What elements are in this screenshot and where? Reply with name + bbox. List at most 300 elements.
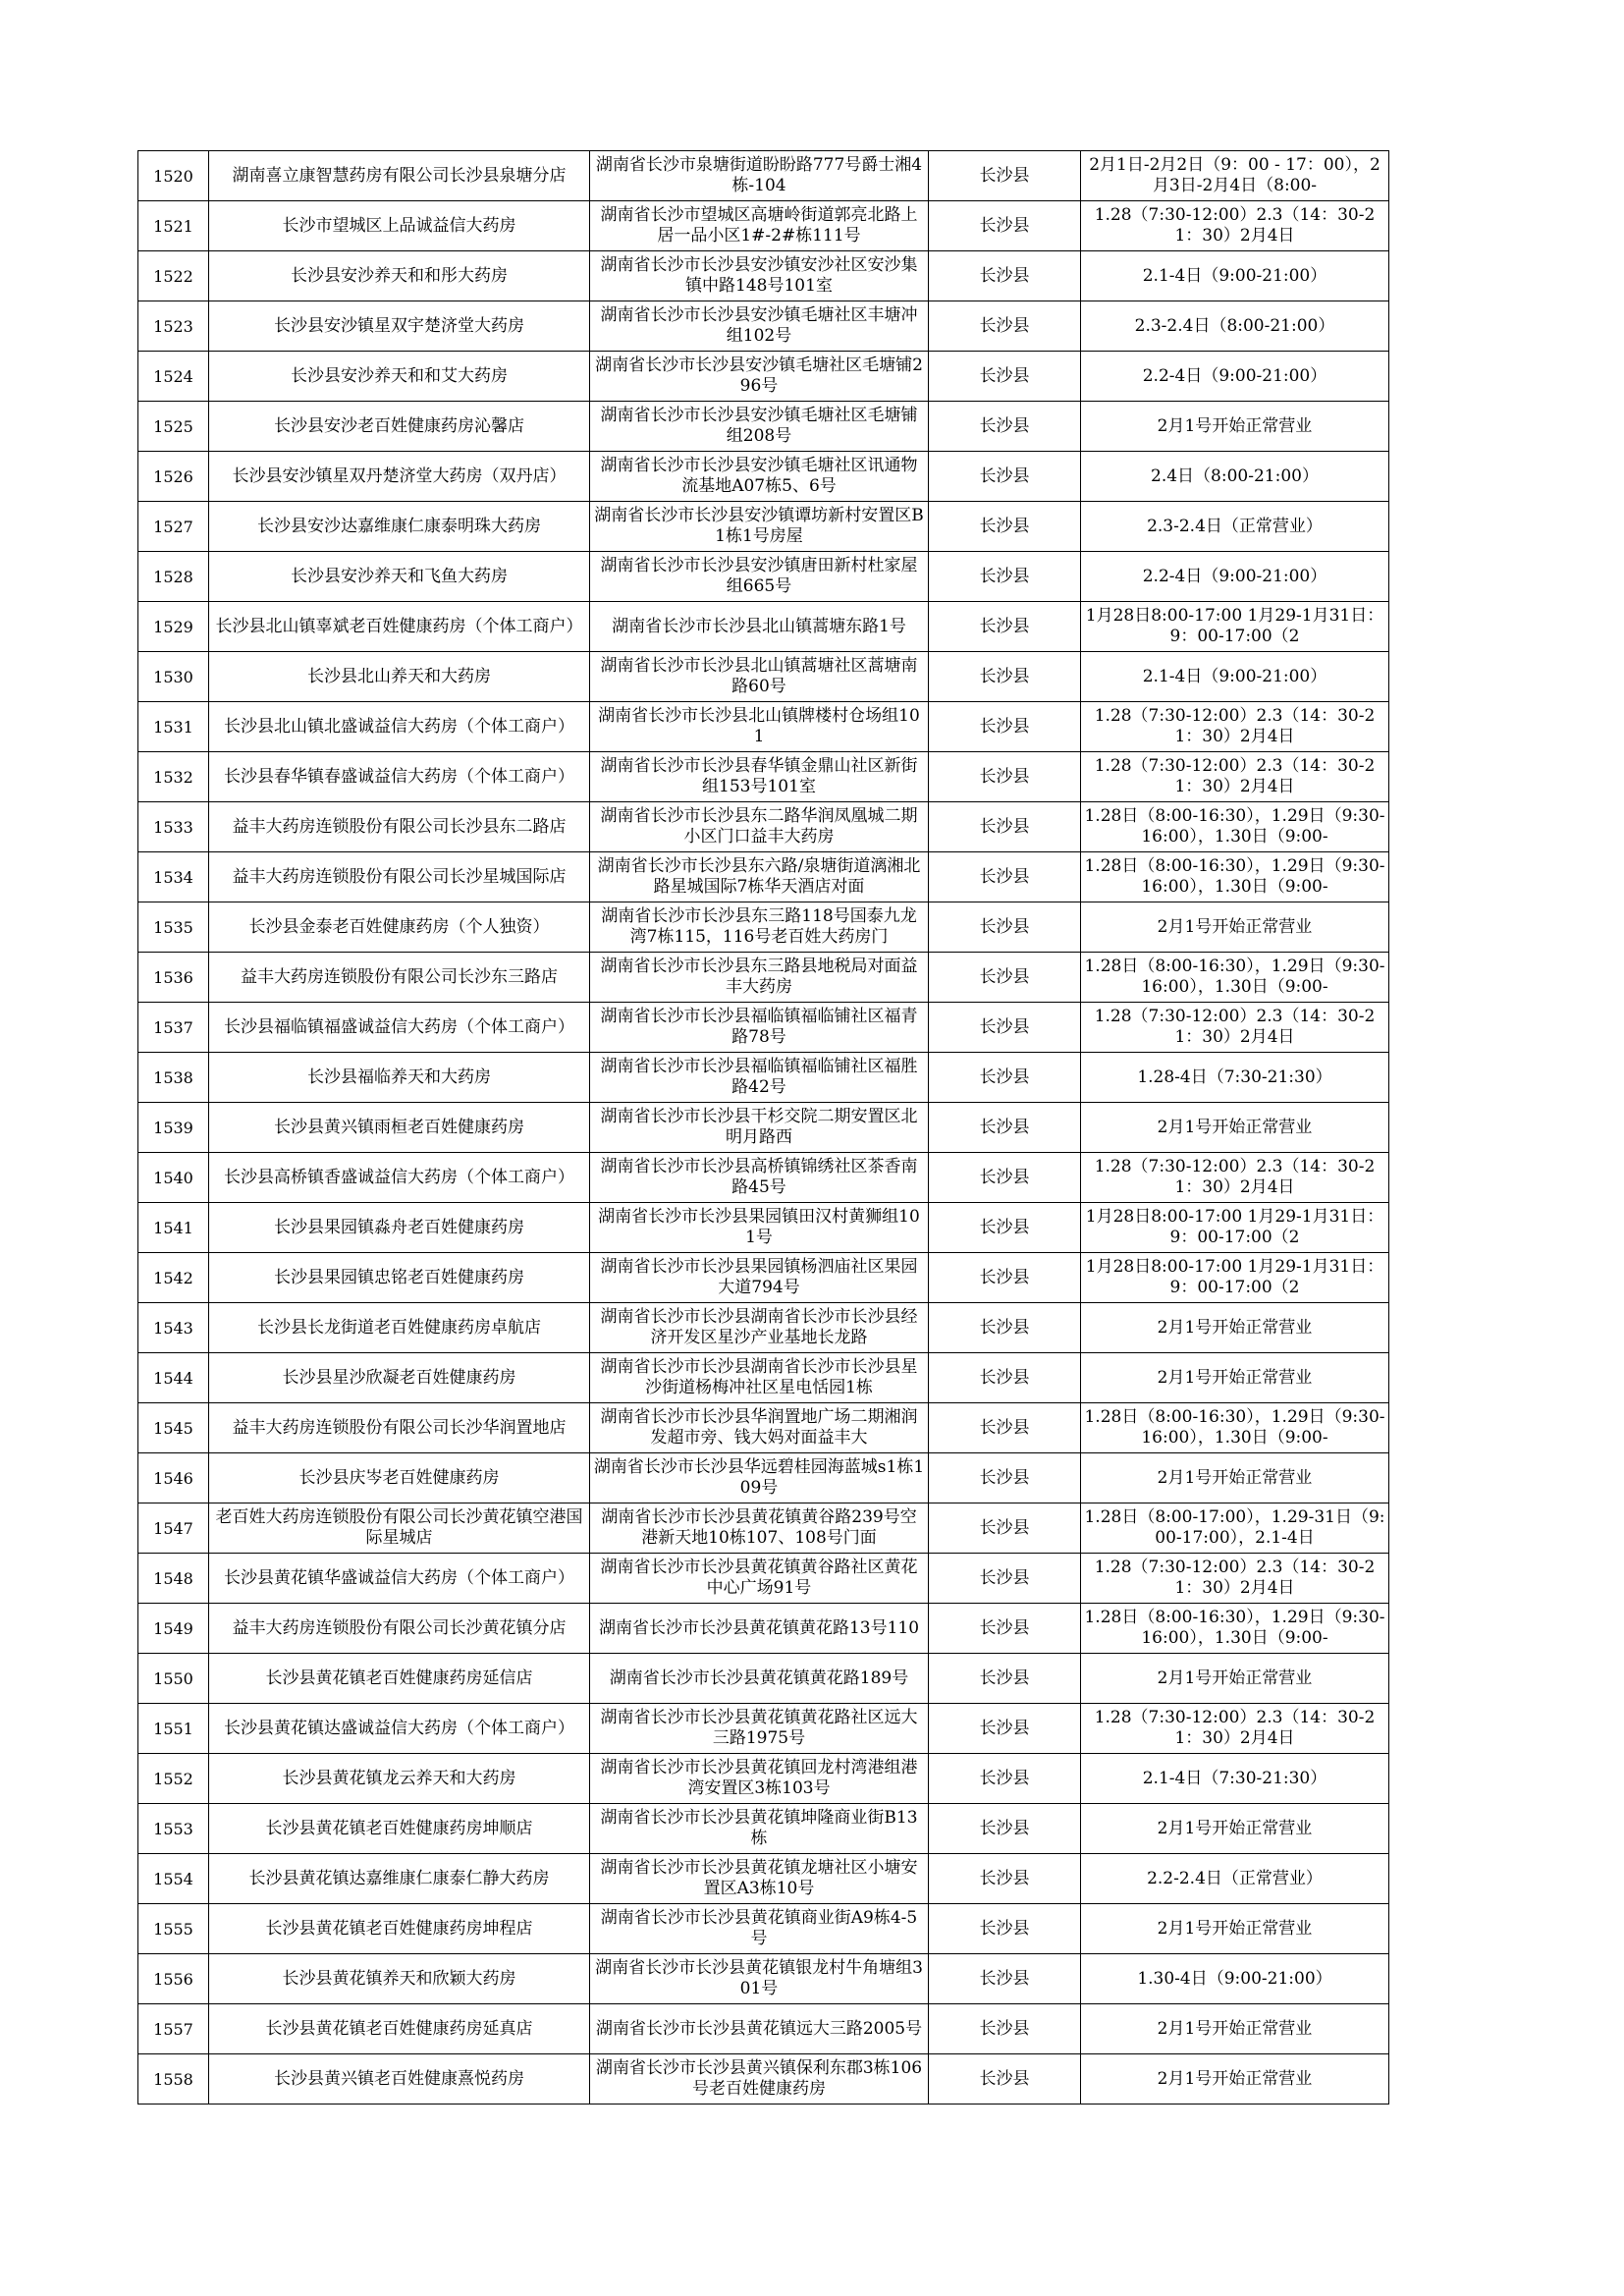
business-hours-cell: [1081, 1954, 1389, 2004]
row-number-cell-text: 1549: [153, 1618, 193, 1638]
row-number-cell-text: 1556: [153, 1969, 193, 1989]
pharmacy-name-cell-text: 长沙县黄花镇老百姓健康药房坤顺店: [265, 1818, 533, 1838]
pharmacy-name-cell-text: 益丰大药房连锁股份有限公司长沙东三路店: [241, 966, 558, 987]
pharmacy-name-cell: [209, 201, 590, 251]
business-hours-cell-text: 1月28日8:00-17:00 1月29-1月31日：9：00-17:00（2: [1085, 606, 1384, 646]
address-cell: [590, 502, 929, 552]
address-cell-text: 湖南省长沙市长沙县东三路县地税局对面益丰大药房: [600, 957, 918, 997]
row-number-cell: [138, 1503, 209, 1554]
pharmacy-name-cell-text: 长沙县安沙镇星双丹楚济堂大药房（双丹店）: [232, 465, 567, 486]
pharmacy-name-cell-text: 长沙县福临镇福盛诚益信大药房（个体工商户）: [224, 1016, 574, 1037]
table-row: [138, 1003, 1389, 1053]
county-cell: [929, 702, 1081, 752]
county-cell-text: 长沙县: [979, 716, 1030, 737]
row-number-cell-text: 1544: [153, 1368, 193, 1388]
business-hours-cell: [1081, 1804, 1389, 1854]
pharmacy-name-cell-text: 长沙县黄花镇养天和欣颖大药房: [282, 1968, 516, 1989]
pharmacy-name-cell-text: 老百姓大药房连锁股份有限公司长沙黄花镇空港国际星城店: [215, 1507, 583, 1548]
address-cell-text: 湖南省长沙市长沙县黄花镇坤隆商业街B13栋: [600, 1808, 918, 1848]
address-cell: [590, 1854, 929, 1904]
county-cell: [929, 602, 1081, 652]
pharmacy-name-cell-text: 长沙县黄兴镇雨桓老百姓健康药房: [274, 1117, 524, 1137]
pharmacy-name-cell-text: 益丰大药房连锁股份有限公司长沙黄花镇分店: [232, 1617, 567, 1638]
row-number-cell-text: 1543: [153, 1318, 193, 1338]
pharmacy-name-cell: [209, 752, 590, 802]
address-cell: [590, 402, 929, 452]
address-cell: [590, 151, 929, 201]
county-cell-text: 长沙县: [979, 1367, 1030, 1388]
address-cell-text: 湖南省长沙市长沙县北山镇蒿塘东路1号: [612, 616, 906, 636]
row-number-cell: [138, 1704, 209, 1754]
business-hours-cell: [1081, 452, 1389, 502]
address-cell: [590, 1754, 929, 1804]
address-cell: [590, 752, 929, 802]
county-cell-text: 长沙县: [979, 1016, 1030, 1037]
pharmacy-name-cell-text: 长沙县黄兴镇老百姓健康熹悦药房: [274, 2068, 524, 2089]
table-row: [138, 1704, 1389, 1754]
table-row: [138, 852, 1389, 902]
row-number-cell-text: 1524: [153, 366, 193, 386]
pharmacy-name-cell: [209, 1904, 590, 1954]
address-cell-text: 湖南省长沙市长沙县黄花镇黄花路189号: [609, 1667, 909, 1688]
business-hours-cell-text: 2月1号开始正常营业: [1157, 1918, 1313, 1939]
business-hours-cell-text: 2.1-4日（9:00-21:00）: [1142, 265, 1327, 286]
county-cell-text: 长沙县: [979, 616, 1030, 636]
table-row: [138, 1353, 1389, 1403]
address-cell: [590, 953, 929, 1003]
table-row: [138, 2004, 1389, 2054]
address-cell-text: 湖南省长沙市长沙县黄花镇黄谷路239号空港新天地10栋107、108号门面: [601, 1507, 917, 1548]
address-cell: [590, 1954, 929, 2004]
pharmacy-name-cell: [209, 852, 590, 902]
pharmacy-name-cell-text: 长沙县果园镇淼舟老百姓健康药房: [274, 1217, 524, 1237]
county-cell: [929, 1804, 1081, 1854]
pharmacy-name-cell: [209, 902, 590, 953]
county-cell-text: 长沙县: [979, 1167, 1030, 1187]
address-cell: [590, 1303, 929, 1353]
pharmacy-name-cell-text: 益丰大药房连锁股份有限公司长沙华润置地店: [232, 1417, 567, 1438]
county-cell-text: 长沙县: [979, 1417, 1030, 1438]
address-cell: [590, 201, 929, 251]
address-cell-text: 湖南省长沙市长沙县果园镇田汉村黄狮组101号: [598, 1207, 920, 1247]
address-cell: [590, 852, 929, 902]
row-number-cell: [138, 552, 209, 602]
address-cell-text: 湖南省长沙市长沙县福临镇福临铺社区福青路78号: [600, 1007, 918, 1047]
row-number-cell: [138, 1203, 209, 1253]
row-number-cell: [138, 1554, 209, 1604]
pharmacy-name-cell: [209, 953, 590, 1003]
county-cell-text: 长沙县: [979, 265, 1030, 286]
county-cell-text: 长沙县: [979, 1617, 1030, 1638]
county-cell-text: 长沙县: [979, 215, 1030, 236]
address-cell: [590, 251, 929, 301]
row-number-cell-text: 1533: [153, 817, 193, 837]
row-number-cell-text: 1553: [153, 1819, 193, 1838]
row-number-cell-text: 1547: [153, 1518, 193, 1538]
business-hours-cell-text: 2月1号开始正常营业: [1157, 1117, 1313, 1137]
row-number-cell: [138, 802, 209, 852]
row-number-cell: [138, 702, 209, 752]
county-cell-text: 长沙县: [979, 1317, 1030, 1338]
county-cell-text: 长沙县: [979, 1267, 1030, 1287]
row-number-cell: [138, 151, 209, 201]
county-cell-text: 长沙县: [979, 766, 1030, 787]
row-number-cell-text: 1551: [153, 1719, 193, 1738]
pharmacy-name-cell-text: 长沙县黄花镇达嘉维康仁康泰仁静大药房: [248, 1868, 550, 1888]
county-cell: [929, 1003, 1081, 1053]
address-cell-text: 湖南省长沙市长沙县黄花镇商业街A9栋4-5号: [600, 1908, 918, 1948]
pharmacy-name-cell: [209, 1754, 590, 1804]
business-hours-cell: [1081, 1103, 1389, 1153]
address-cell-text: 湖南省长沙市长沙县安沙镇唐田新村杜家屋组665号: [600, 556, 918, 596]
county-cell-text: 长沙县: [979, 415, 1030, 436]
address-cell: [590, 1904, 929, 1954]
table-row: [138, 1904, 1389, 1954]
table-row: [138, 702, 1389, 752]
row-number-cell: [138, 1353, 209, 1403]
address-cell-text: 湖南省长沙市长沙县北山镇蒿塘社区蒿塘南路60号: [600, 656, 918, 696]
business-hours-cell-text: 2月1号开始正常营业: [1157, 1667, 1313, 1688]
county-cell: [929, 1654, 1081, 1704]
address-cell: [590, 1604, 929, 1654]
table-row: [138, 1303, 1389, 1353]
pharmacy-name-cell-text: 长沙县北山镇辜斌老百姓健康药房（个体工商户）: [215, 616, 583, 636]
county-cell-text: 长沙县: [979, 1868, 1030, 1888]
business-hours-cell: [1081, 151, 1389, 201]
row-number-cell-text: 1540: [153, 1168, 193, 1187]
business-hours-cell: [1081, 1453, 1389, 1503]
address-cell-text: 湖南省长沙市泉塘街道盼盼路777号爵士湘4栋-104: [595, 155, 923, 195]
address-cell: [590, 2054, 929, 2105]
business-hours-cell: [1081, 1754, 1389, 1804]
county-cell-text: 长沙县: [979, 165, 1030, 186]
pharmacy-name-cell: [209, 2004, 590, 2054]
business-hours-cell-text: 1.28日（8:00-16:30），1.29日（9:30-16:00），1.30日（9:00-: [1084, 957, 1385, 997]
business-hours-cell-text: 1月28日8:00-17:00 1月29-1月31日：9：00-17:00（2: [1085, 1207, 1384, 1247]
pharmacy-name-cell: [209, 1654, 590, 1704]
pharmacy-name-cell: [209, 1453, 590, 1503]
address-cell-text: 湖南省长沙市长沙县果园镇杨泗庙社区果园大道794号: [600, 1257, 918, 1297]
business-hours-cell: [1081, 652, 1389, 702]
business-hours-cell: [1081, 201, 1389, 251]
business-hours-cell: [1081, 1053, 1389, 1103]
address-cell-text: 湖南省长沙市长沙县黄兴镇保利东郡3栋106号老百姓健康药房: [595, 2058, 923, 2099]
business-hours-cell-text: 1月28日8:00-17:00 1月29-1月31日：9：00-17:00（2: [1085, 1257, 1384, 1297]
pharmacy-name-cell-text: 长沙县长龙街道老百姓健康药房卓航店: [257, 1317, 541, 1338]
row-number-cell-text: 1541: [153, 1218, 193, 1237]
address-cell-text: 湖南省长沙市长沙县安沙镇毛塘社区毛塘铺296号: [595, 355, 923, 396]
pharmacy-table: [137, 150, 1389, 2105]
business-hours-cell: [1081, 1403, 1389, 1453]
row-number-cell: [138, 2054, 209, 2105]
pharmacy-name-cell: [209, 452, 590, 502]
county-cell: [929, 953, 1081, 1003]
business-hours-cell: [1081, 552, 1389, 602]
row-number-cell-text: 1545: [153, 1418, 193, 1438]
county-cell-text: 长沙县: [979, 1718, 1030, 1738]
pharmacy-name-cell-text: 益丰大药房连锁股份有限公司长沙星城国际店: [232, 866, 567, 887]
county-cell: [929, 1353, 1081, 1403]
county-cell-text: 长沙县: [979, 1117, 1030, 1137]
pharmacy-name-cell: [209, 602, 590, 652]
business-hours-cell-text: 2月1号开始正常营业: [1157, 1467, 1313, 1488]
pharmacy-name-cell-text: 湖南喜立康智慧药房有限公司长沙县泉塘分店: [232, 165, 567, 186]
county-cell-text: 长沙县: [979, 1567, 1030, 1588]
county-cell-text: 长沙县: [979, 1467, 1030, 1488]
business-hours-cell: [1081, 752, 1389, 802]
county-cell-text: 长沙县: [979, 866, 1030, 887]
pharmacy-name-cell-text: 长沙县安沙镇星双宇楚济堂大药房: [274, 315, 524, 336]
row-number-cell-text: 1557: [153, 2019, 193, 2039]
address-cell-text: 湖南省长沙市长沙县黄花镇黄花路社区远大三路1975号: [600, 1708, 918, 1748]
business-hours-cell: [1081, 1003, 1389, 1053]
pharmacy-name-cell-text: 长沙县安沙养天和和艾大药房: [291, 365, 508, 386]
row-number-cell: [138, 251, 209, 301]
county-cell: [929, 652, 1081, 702]
table-row: [138, 1453, 1389, 1503]
pharmacy-name-cell: [209, 2054, 590, 2105]
address-cell-text: 湖南省长沙市长沙县华远碧桂园海蓝城s1栋109号: [593, 1457, 925, 1498]
business-hours-cell: [1081, 1554, 1389, 1604]
row-number-cell-text: 1550: [153, 1668, 193, 1688]
pharmacy-name-cell: [209, 1053, 590, 1103]
county-cell-text: 长沙县: [979, 1818, 1030, 1838]
row-number-cell: [138, 1103, 209, 1153]
table-row: [138, 1203, 1389, 1253]
address-cell: [590, 1403, 929, 1453]
county-cell: [929, 1253, 1081, 1303]
county-cell-text: 长沙县: [979, 1667, 1030, 1688]
pharmacy-name-cell-text: 长沙县福临养天和大药房: [307, 1066, 491, 1087]
table-row: [138, 552, 1389, 602]
row-number-cell-text: 1548: [153, 1568, 193, 1588]
county-cell-text: 长沙县: [979, 1918, 1030, 1939]
table-row: [138, 752, 1389, 802]
table-row: [138, 251, 1389, 301]
row-number-cell-text: 1542: [153, 1268, 193, 1287]
business-hours-cell: [1081, 1353, 1389, 1403]
business-hours-cell-text: 1.28（7:30-12:00）2.3（14：30-21：30）2月4日: [1094, 205, 1376, 246]
row-number-cell: [138, 1804, 209, 1854]
pharmacy-name-cell-text: 长沙县黄花镇老百姓健康药房坤程店: [265, 1918, 533, 1939]
county-cell-text: 长沙县: [979, 465, 1030, 486]
row-number-cell-text: 1552: [153, 1769, 193, 1788]
county-cell: [929, 1904, 1081, 1954]
county-cell: [929, 752, 1081, 802]
business-hours-cell-text: 2.2-2.4日（正常营业）: [1147, 1868, 1323, 1888]
table-row: [138, 352, 1389, 402]
business-hours-cell-text: 1.28（7:30-12:00）2.3（14：30-21：30）2月4日: [1094, 1708, 1376, 1748]
pharmacy-name-cell: [209, 1503, 590, 1554]
county-cell-text: 长沙县: [979, 1517, 1030, 1538]
business-hours-cell: [1081, 1854, 1389, 1904]
county-cell-text: 长沙县: [979, 966, 1030, 987]
row-number-cell-text: 1523: [153, 316, 193, 336]
county-cell: [929, 1453, 1081, 1503]
address-cell-text: 湖南省长沙市长沙县黄花镇黄谷路社区黄花中心广场91号: [600, 1558, 918, 1598]
pharmacy-name-cell: [209, 151, 590, 201]
county-cell-text: 长沙县: [979, 666, 1030, 686]
table-row: [138, 953, 1389, 1003]
county-cell: [929, 1604, 1081, 1654]
table-row: [138, 1604, 1389, 1654]
address-cell-text: 湖南省长沙市长沙县华润置地广场二期湘润发超市旁、钱大妈对面益丰大: [600, 1407, 918, 1448]
address-cell: [590, 1654, 929, 1704]
county-cell-text: 长沙县: [979, 2018, 1030, 2039]
county-cell-text: 长沙县: [979, 2068, 1030, 2089]
business-hours-cell: [1081, 251, 1389, 301]
county-cell: [929, 301, 1081, 352]
row-number-cell-text: 1558: [153, 2069, 193, 2089]
row-number-cell-text: 1520: [153, 166, 193, 186]
row-number-cell-text: 1526: [153, 466, 193, 486]
row-number-cell-text: 1531: [153, 717, 193, 737]
business-hours-cell-text: 2月1号开始正常营业: [1157, 1818, 1313, 1838]
business-hours-cell: [1081, 852, 1389, 902]
address-cell-text: 湖南省长沙市长沙县安沙镇毛塘社区讯通物流基地A07栋5、6号: [600, 456, 918, 496]
business-hours-cell: [1081, 2004, 1389, 2054]
pharmacy-name-cell-text: 长沙县黄花镇龙云养天和大药房: [282, 1768, 516, 1788]
address-cell-text: 湖南省长沙市长沙县黄花镇银龙村牛角塘组301号: [595, 1958, 923, 1998]
address-cell-text: 湖南省长沙市长沙县干杉交院二期安置区北明月路西: [600, 1107, 918, 1147]
table-row: [138, 452, 1389, 502]
business-hours-cell-text: 2月1号开始正常营业: [1157, 916, 1313, 937]
county-cell: [929, 1403, 1081, 1453]
table-row: [138, 1854, 1389, 1904]
business-hours-cell: [1081, 352, 1389, 402]
row-number-cell: [138, 1403, 209, 1453]
business-hours-cell: [1081, 1253, 1389, 1303]
county-cell: [929, 352, 1081, 402]
pharmacy-name-cell: [209, 352, 590, 402]
row-number-cell: [138, 1253, 209, 1303]
business-hours-cell: [1081, 301, 1389, 352]
address-cell: [590, 1003, 929, 1053]
row-number-cell-text: 1536: [153, 967, 193, 987]
address-cell: [590, 552, 929, 602]
table-row: [138, 1103, 1389, 1153]
row-number-cell: [138, 1453, 209, 1503]
address-cell: [590, 2004, 929, 2054]
county-cell: [929, 1303, 1081, 1353]
address-cell: [590, 1253, 929, 1303]
business-hours-cell: [1081, 1303, 1389, 1353]
address-cell: [590, 452, 929, 502]
table-row: [138, 1554, 1389, 1604]
row-number-cell: [138, 752, 209, 802]
table-row: [138, 1403, 1389, 1453]
pharmacy-name-cell-text: 长沙县金泰老百姓健康药房（个人独资）: [248, 916, 550, 937]
table-row: [138, 1754, 1389, 1804]
table-row: [138, 652, 1389, 702]
business-hours-cell-text: 2.3-2.4日（8:00-21:00）: [1134, 315, 1335, 336]
row-number-cell: [138, 1754, 209, 1804]
address-cell: [590, 1804, 929, 1854]
pharmacy-name-cell-text: 长沙县黄花镇华盛诚益信大药房（个体工商户）: [224, 1567, 574, 1588]
business-hours-cell-text: 1.28（7:30-12:00）2.3（14：30-21：30）2月4日: [1094, 1007, 1376, 1047]
pharmacy-name-cell: [209, 1003, 590, 1053]
business-hours-cell-text: 1.28（7:30-12:00）2.3（14：30-21：30）2月4日: [1094, 1157, 1376, 1197]
row-number-cell-text: 1529: [153, 617, 193, 636]
address-cell: [590, 702, 929, 752]
address-cell-text: 湖南省长沙市长沙县东六路/泉塘街道漓湘北路星城国际7栋华天酒店对面: [597, 856, 921, 897]
pharmacy-name-cell: [209, 1153, 590, 1203]
county-cell-text: 长沙县: [979, 1768, 1030, 1788]
row-number-cell-text: 1522: [153, 266, 193, 286]
address-cell: [590, 301, 929, 352]
row-number-cell: [138, 201, 209, 251]
business-hours-cell-text: 1.28日（8:00-16:30），1.29日（9:30-16:00），1.30日（9:00-: [1084, 1608, 1385, 1648]
row-number-cell: [138, 1654, 209, 1704]
county-cell: [929, 151, 1081, 201]
table-row: [138, 301, 1389, 352]
business-hours-cell-text: 2.1-4日（7:30-21:30）: [1142, 1768, 1327, 1788]
address-cell-text: 湖南省长沙市长沙县黄花镇龙塘社区小塘安置区A3栋10号: [600, 1858, 918, 1898]
row-number-cell-text: 1530: [153, 667, 193, 686]
pharmacy-name-cell-text: 长沙县北山养天和大药房: [307, 666, 491, 686]
address-cell-text: 湖南省长沙市长沙县黄花镇回龙村湾港组港湾安置区3栋103号: [600, 1758, 918, 1798]
business-hours-cell: [1081, 402, 1389, 452]
address-cell-text: 湖南省长沙市望城区高塘岭街道郭亮北路上居一品小区1#-2#栋111号: [600, 205, 918, 246]
business-hours-cell: [1081, 1203, 1389, 1253]
pharmacy-name-cell-text: 长沙县安沙养天和飞鱼大药房: [291, 566, 508, 586]
pharmacy-name-cell-text: 长沙县黄花镇老百姓健康药房延信店: [265, 1667, 533, 1688]
county-cell: [929, 402, 1081, 452]
row-number-cell-text: 1538: [153, 1067, 193, 1087]
business-hours-cell-text: 2月1号开始正常营业: [1157, 1367, 1313, 1388]
pharmacy-name-cell-text: 长沙县安沙达嘉维康仁康泰明珠大药房: [257, 516, 541, 536]
business-hours-cell-text: 2.4日（8:00-21:00）: [1151, 465, 1319, 486]
business-hours-cell: [1081, 1153, 1389, 1203]
table-row: [138, 502, 1389, 552]
row-number-cell: [138, 1003, 209, 1053]
address-cell: [590, 1554, 929, 1604]
row-number-cell: [138, 902, 209, 953]
table-row: [138, 1153, 1389, 1203]
county-cell: [929, 2054, 1081, 2105]
county-cell: [929, 251, 1081, 301]
county-cell: [929, 852, 1081, 902]
county-cell-text: 长沙县: [979, 816, 1030, 837]
row-number-cell: [138, 452, 209, 502]
county-cell: [929, 902, 1081, 953]
county-cell: [929, 1053, 1081, 1103]
business-hours-cell: [1081, 502, 1389, 552]
table-row: [138, 1804, 1389, 1854]
pharmacy-name-cell-text: 长沙市望城区上品诚益信大药房: [282, 215, 516, 236]
address-cell-text: 湖南省长沙市长沙县福临镇福临铺社区福胜路42号: [600, 1057, 918, 1097]
business-hours-cell-text: 2.3-2.4日（正常营业）: [1147, 516, 1323, 536]
address-cell-text: 湖南省长沙市长沙县湖南省长沙市长沙县经济开发区星沙产业基地长龙路: [600, 1307, 918, 1347]
pharmacy-name-cell: [209, 1604, 590, 1654]
row-number-cell-text: 1527: [153, 517, 193, 536]
business-hours-cell: [1081, 1503, 1389, 1554]
row-number-cell-text: 1555: [153, 1919, 193, 1939]
business-hours-cell-text: 1.28（7:30-12:00）2.3（14：30-21：30）2月4日: [1094, 706, 1376, 746]
county-cell: [929, 502, 1081, 552]
table-row: [138, 2054, 1389, 2105]
row-number-cell-text: 1528: [153, 567, 193, 586]
row-number-cell-text: 1546: [153, 1468, 193, 1488]
row-number-cell: [138, 1153, 209, 1203]
business-hours-cell: [1081, 2054, 1389, 2105]
pharmacy-name-cell: [209, 251, 590, 301]
address-cell-text: 湖南省长沙市长沙县安沙镇毛塘社区毛塘铺组208号: [600, 406, 918, 446]
pharmacy-name-cell: [209, 1353, 590, 1403]
county-cell-text: 长沙县: [979, 1968, 1030, 1989]
table-row: [138, 1503, 1389, 1554]
pharmacy-name-cell-text: 长沙县庆岑老百姓健康药房: [298, 1467, 500, 1488]
